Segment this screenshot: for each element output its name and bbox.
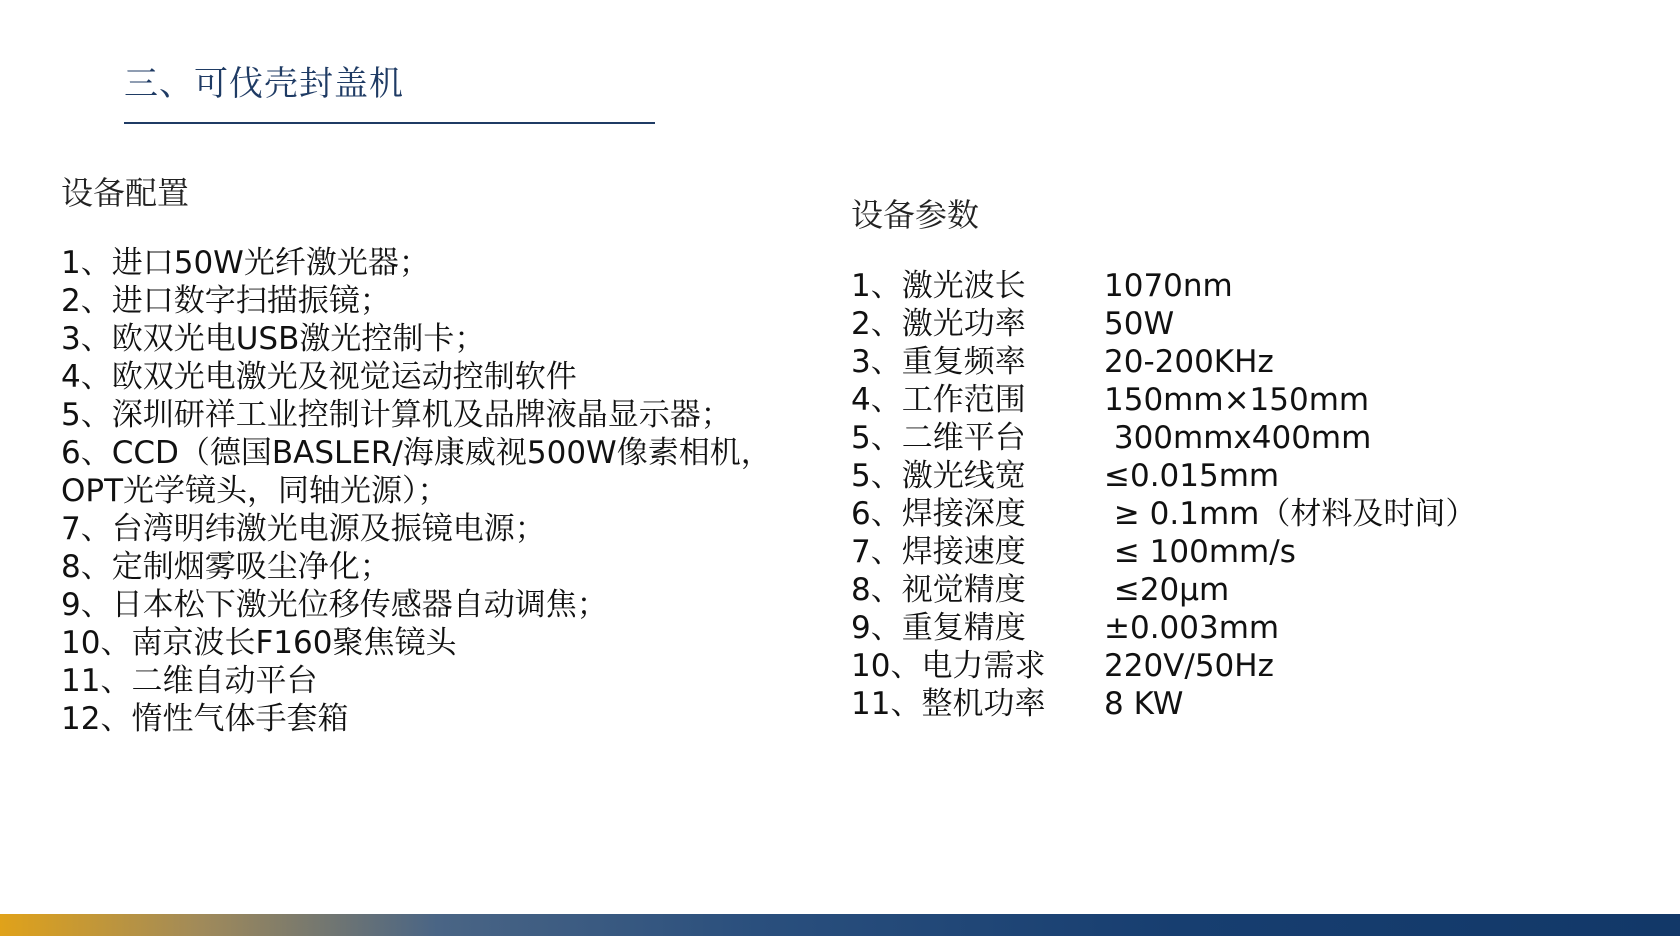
config-item: 1、进口50W光纤激光器；	[61, 245, 430, 281]
param-name: 10、电力需求	[851, 648, 1046, 684]
config-heading: 设备配置	[61, 174, 190, 212]
config-item: 10、南京波长F160聚焦镜头	[61, 625, 457, 661]
param-value: 1070nm	[1104, 268, 1233, 304]
param-row	[851, 647, 1476, 685]
param-name: 7、焊接速度	[851, 534, 1026, 570]
param-name: 2、激光功率	[851, 306, 1026, 342]
param-value: 8 KW	[1104, 686, 1184, 722]
title-underline	[124, 122, 655, 124]
param-name: 8、视觉精度	[851, 572, 1026, 608]
param-name: 5、激光线宽	[851, 458, 1026, 494]
param-value: 150mm×150mm	[1104, 382, 1370, 418]
param-value: 220V/50Hz	[1104, 648, 1274, 684]
param-value: 50W	[1104, 306, 1175, 342]
config-item: 12、惰性气体手套箱	[61, 701, 349, 737]
param-name: 6、焊接深度	[851, 496, 1026, 532]
param-row	[851, 571, 1476, 609]
param-value: ±0.003mm	[1104, 610, 1280, 646]
param-row	[851, 419, 1476, 457]
param-name: 9、重复精度	[851, 610, 1026, 646]
param-row	[851, 267, 1476, 305]
param-row	[851, 685, 1476, 723]
config-item: 7、台湾明纬激光电源及振镜电源；	[61, 511, 546, 547]
param-row	[851, 533, 1476, 571]
config-item: 11、二维自动平台	[61, 663, 318, 699]
param-row	[851, 609, 1476, 647]
params-list	[851, 267, 1476, 723]
param-value: ≤0.015mm	[1104, 458, 1280, 494]
config-item: 3、欧双光电USB激光控制卡；	[61, 321, 486, 357]
config-item: 2、进口数字扫描振镜；	[61, 283, 391, 319]
param-value: ≤ 100mm/s	[1104, 534, 1296, 570]
param-value: 20-200KHz	[1104, 344, 1274, 380]
param-name: 11、整机功率	[851, 686, 1046, 722]
config-item: 6、CCD（德国BASLER/海康威视500W像素相机，OPT光学镜头，同轴光源）；	[61, 435, 772, 509]
param-name: 4、工作范围	[851, 382, 1026, 418]
param-name: 3、重复频率	[851, 344, 1026, 380]
param-row	[851, 457, 1476, 495]
param-row	[851, 305, 1476, 343]
param-row	[851, 343, 1476, 381]
page-title: 三、可伐壳封盖机	[124, 64, 404, 104]
param-row	[851, 381, 1476, 419]
footer-gradient-bar	[0, 914, 1680, 936]
config-item: 8、定制烟雾吸尘净化；	[61, 549, 391, 585]
param-value: ≥ 0.1mm（材料及时间）	[1104, 496, 1477, 532]
params-heading: 设备参数	[851, 196, 980, 234]
param-name: 5、二维平台	[851, 420, 1026, 456]
config-item: 4、欧双光电激光及视觉运动控制软件	[61, 359, 577, 395]
param-value: 300mmx400mm	[1104, 420, 1372, 456]
param-row	[851, 495, 1476, 533]
config-item: 5、深圳研祥工业控制计算机及品牌液晶显示器；	[61, 397, 732, 433]
config-item: 9、日本松下激光位移传感器自动调焦；	[61, 587, 608, 623]
config-list	[61, 244, 781, 738]
param-name: 1、激光波长	[851, 268, 1026, 304]
param-value: ≤20μm	[1104, 572, 1230, 608]
